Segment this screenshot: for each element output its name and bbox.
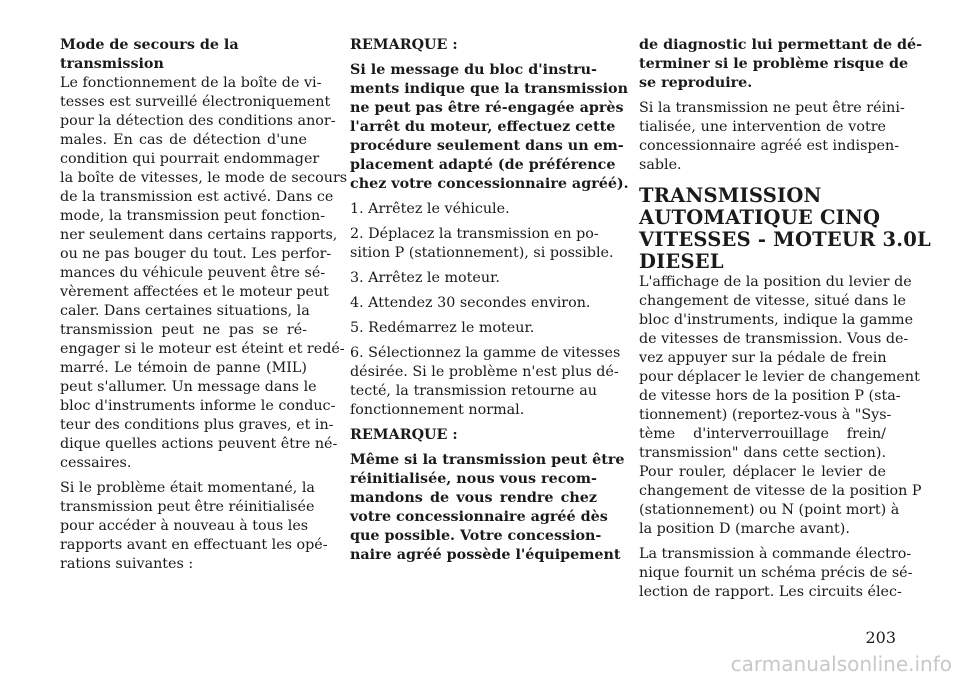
text-line: bloc d'instruments informe le conduc- <box>60 398 336 414</box>
text-line: procédure seulement dans un em- <box>350 138 624 154</box>
paragraph-momentary-problem <box>60 479 328 574</box>
text-line: Même si la transmission peut être <box>350 452 625 468</box>
text-line: sable. <box>639 157 682 173</box>
text-line: votre concessionnaire agréé dès <box>350 509 608 525</box>
step-item: 2. Déplacez la transmission en po- <box>350 226 599 242</box>
text-line: placement adapté (de préférence <box>350 157 616 173</box>
step-item: fonctionnement normal. <box>350 402 525 418</box>
text-line: vèrement affectées et le moteur peut <box>60 284 329 300</box>
text-line: dique quelles actions peuvent être né- <box>60 436 338 452</box>
text-line: L'affichage de la position du levier de <box>639 274 912 290</box>
column-middle <box>350 36 629 565</box>
text-line: Si le message du bloc d'instru- <box>350 62 597 78</box>
step-item: 1. Arrêtez le véhicule. <box>350 201 510 217</box>
step-item: 5. Redémarrez le moteur. <box>350 320 535 336</box>
text-line: mode, la transmission peut fonction- <box>60 208 326 224</box>
text-line: transmission" dans cette section). <box>639 445 886 461</box>
column-right <box>639 36 931 602</box>
text-line: pour accéder à nouveau à tous les <box>60 518 309 534</box>
section-title <box>639 184 931 273</box>
step-item: 6. Sélectionnez la gamme de vitesses <box>350 345 621 361</box>
text-line: vez appuyer sur la pédale de frein <box>639 350 887 366</box>
text-line: cessaires. <box>60 455 132 471</box>
text-line: Le fonctionnement de la boîte de vi- <box>60 75 322 91</box>
text-line: l'arrêt du moteur, effectuez cette <box>350 119 616 135</box>
text-line: (stationnement) ou N (point mort) à <box>639 502 900 518</box>
text-line: rapports avant en effectuant les opé- <box>60 537 328 553</box>
text-line: tème d'interverrouillage frein/ <box>639 426 886 442</box>
section-title-line: AUTOMATIQUE CINQ <box>639 206 881 229</box>
remark-text <box>350 61 629 194</box>
text-line: tionnement) (reportez-vous à "Sys- <box>639 407 892 423</box>
text-line: engager si le moteur est éteint et redé- <box>60 341 345 357</box>
watermark: carmanualsonline.info <box>730 652 952 676</box>
text-line: teur des conditions plus graves, et in- <box>60 417 334 433</box>
text-line: la boîte de vitesses, le mode de secours <box>60 170 348 186</box>
text-line: réinitialisée, nous vous recom- <box>350 471 597 487</box>
step-item: 3. Arrêtez le moteur. <box>350 270 500 286</box>
remark-label: REMARQUE : <box>350 427 458 443</box>
text-line: concessionnaire agréé est indispen- <box>639 138 900 154</box>
text-line: tialisée, une intervention de votre <box>639 119 886 135</box>
section-title-line: DIESEL <box>639 250 724 273</box>
text-line: de la transmission est activé. Dans ce <box>60 189 334 205</box>
step-item: désirée. Si le problème n'est plus dé- <box>350 364 619 380</box>
section-heading: transmission <box>60 56 164 72</box>
paragraph-emergency-mode <box>60 74 348 473</box>
text-line: que possible. Votre concession- <box>350 528 602 544</box>
text-line: nique fournit un schéma précis de sé- <box>639 565 913 581</box>
text-line: mances du véhicule peuvent être sé- <box>60 265 326 281</box>
text-line: condition qui pourrait endommager <box>60 151 320 167</box>
text-line: lection de rapport. Les circuits élec- <box>639 584 902 600</box>
text-line: de vitesse hors de la position P (sta- <box>639 388 901 404</box>
text-line: ner seulement dans certains rapports, <box>60 227 338 243</box>
text-line: males. En cas de détection d'une <box>60 132 307 148</box>
text-line: La transmission à commande électro- <box>639 546 912 562</box>
text-line: se reproduire. <box>639 75 753 91</box>
text-line: transmission peut ne pas se ré- <box>60 322 307 338</box>
text-line: ou ne pas bouger du tout. Les perfor- <box>60 246 332 262</box>
text-line: changement de vitesse, situé dans le <box>639 293 906 309</box>
page-number: 203 <box>865 628 896 647</box>
text-line: rations suivantes : <box>60 556 194 572</box>
section-title-line: TRANSMISSION <box>639 184 822 207</box>
text-line: pour déplacer le levier de changement <box>639 369 920 385</box>
step-item: tecté, la transmission retourne au <box>350 383 597 399</box>
section-heading: Mode de secours de la <box>60 37 239 53</box>
paragraph-shift-display <box>639 273 922 539</box>
column-left <box>60 36 348 574</box>
text-line: ments indique que la transmission <box>350 81 628 97</box>
text-line: marré. Le témoin de panne (MIL) <box>60 360 307 376</box>
text-line: caler. Dans certaines situations, la <box>60 303 310 319</box>
step-item: sition P (stationnement), si possible. <box>350 245 614 261</box>
text-line: mandons de vous rendre chez <box>350 490 597 506</box>
text-line: transmission peut être réinitialisée <box>60 499 315 515</box>
text-line: la position D (marche avant). <box>639 521 850 537</box>
section-title-line: VITESSES - MOTEUR 3.0L <box>639 228 931 251</box>
text-line: ne peut pas être ré-engagée après <box>350 100 624 116</box>
text-line: de vitesses de transmission. Vous de- <box>639 331 909 347</box>
remark-text <box>350 451 625 565</box>
text-line: Si le problème était momentané, la <box>60 480 315 496</box>
text-line: bloc d'instruments, indique la gamme <box>639 312 914 328</box>
text-line: terminer si le problème risque de <box>639 56 909 72</box>
text-line: pour la détection des conditions anor- <box>60 113 336 129</box>
text-line: changement de vitesse de la position P <box>639 483 922 499</box>
text-line: peut s'allumer. Un message dans le <box>60 379 317 395</box>
remark-label: REMARQUE : <box>350 37 458 53</box>
text-line: de diagnostic lui permettant de dé- <box>639 37 923 53</box>
text-line: Pour rouler, déplacer le levier de <box>639 464 886 480</box>
paragraph-reinit <box>639 99 905 175</box>
text-line: naire agréé possède l'équipement <box>350 547 621 563</box>
step-item: 4. Attendez 30 secondes environ. <box>350 295 591 311</box>
text-line: chez votre concessionnaire agréé). <box>350 176 629 192</box>
text-line: Si la transmission ne peut être réini- <box>639 100 905 116</box>
paragraph-electronic-control <box>639 545 913 602</box>
text-line: tesses est surveillé électroniquement <box>60 94 331 110</box>
remark-text-continued <box>639 36 923 93</box>
